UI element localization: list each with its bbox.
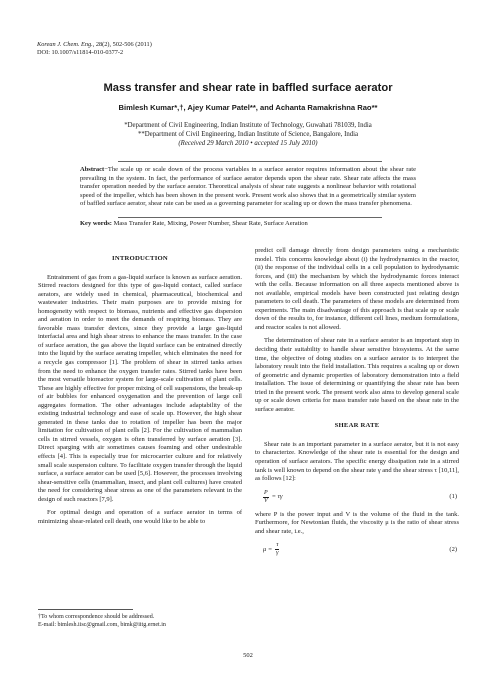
paper-title: Mass transfer and shear rate in baffled surface aerator [103, 82, 393, 94]
affiliation-2: **Department of Civil Engineering, Indian Institute of Science, Bangalore, India [137, 131, 359, 138]
intro-paragraph-1: Entrainment of gas from a gas-liquid surface is known as surface aeration. Stirred reactors designed for this type of gas-liquid contact, called surface aerators, are widely used in chemical, pharmaceutical, biochemical and wastewater industries. Their main purposes are to provide mixing for homogeneity with respect to biomass, nutrients and effective gas dispersion and aeration in order to meet the demands of respiring biomass. They are favorable mass transfer devices, since they provide a large gas-liquid interfacial area and high shear stress to enhance the mass transfer. In the case of surface aeration, the gas above the liquid surface can be entrained directly into the liquid by the surface aerating impeller, which eliminates the need for a recycle gas compressor [1]. The problem of shear in stirred tanks arises from the need to enhance the oxygen transfer rates. Stirred tanks have been the most versatile bioreactor system for large-scale cultivation of plant cells. These are highly effective for proper mixing of cell suspensions, the break-up of air bubbles for enhanced oxygenation and the prevention of large cell aggregates formation. The other advantages include adaptability of the existing industrial technology and ease of scale up. However, the high shear generated in these tanks due to rotation of impeller has been the major limitation for cultivation of plant cells [2]. For the cultivation of mammalian cells in stirred vessels, oxygen is often transferred by surface aeration [3]. Direct sparging with air sometimes causes foaming and other undesirable effects [4]. This is especially true for microcarrier culture and for relatively small scale suspension culture. To facilitate oxygen transfer through the liquid surface, a surface aerator can be used [5,6]. However, the processes involving shear-sensitive cells (mammalian, insect, and plant cell cultures) have created the need for considering shear stress as one of the parameters relevant in the design of such reactors [7,9]. [38, 273, 242, 503]
equation-2 [255, 542, 459, 557]
keywords-label: Key words: [80, 220, 112, 227]
doi: DOI: 10.1007/s11814-010-0377-2 [37, 49, 124, 56]
footnote-email: E-mail: bimlesh.iisc@gmail.com, bimk@iitg.ernet.in [38, 622, 166, 628]
affiliation-1: *Department of Civil Engineering, Indian Institute of Technology, Guwahati 781039, India [124, 122, 372, 129]
author-list: Bimlesh Kumar*,†, Ajey Kumar Patel**, and Achanta Ramakrishna Rao** [118, 103, 378, 112]
intro-paragraph-2: For optimal design and operation of a surface aerator in terms of minimizing shear-related cell death, one would like to be able to [38, 509, 242, 525]
right-column [255, 247, 459, 563]
abstract [80, 166, 416, 209]
shear-paragraph: Shear rate is an important parameter in a surface aerator, but it is not easy to characterize. Knowledge of the shear rate is essential for the design and operation of surface aerators. The specific energy dissipation rate in a stirred tank is well known to depend on the shear rate γ and the shear stress τ [10,11], as follows [12]: [255, 440, 459, 483]
abstract-text: −The scale up or scale down of the process variables in a surface aerator requires information about the shear rate prevailing in the system. In fact, the performance of surface aerator depends upon the shear rate. Shear rate affects the mass transfer operation needed by the surface aerator. Theoretical analysis of shear rate suggests a nonlinear behavior with rotational speed of the impeller, which has been shown in the present work. Present work also shows that in a geometrically similar system of baffled surface aerator, shear rate can be used as a governing parameter for scaling up or down the mass transfer phenomena. [80, 166, 416, 208]
equation-1-numerator: P [264, 489, 268, 496]
abstract-top-rule [118, 161, 382, 162]
right-paragraph-2: The determination of shear rate in a surface aerator is an important step in deciding their suitability to handle shear sensitive biosystems. At the same time, the objective of doing studies on a surface aerator is to interpret the laboratory result into the field installation. This requires a scaling up or down of geometric and dynamic properties of laboratory demonstration into a field installation. The issue of determining or quantifying the shear rate has been tried in the present work. The present work also aims to develop general scale up or scale down criteria for mass transfer rate based on the shear rate in the surface aerator. [255, 337, 459, 413]
equation-2-denominator: γ [276, 550, 279, 557]
left-column [38, 247, 242, 531]
equation-1-denominator: V [264, 497, 268, 504]
journal-citation: , 28(2), 502-506 (2011) [92, 41, 152, 48]
affiliations [0, 121, 496, 148]
equation-2-numerator: τ [276, 542, 279, 549]
equation-1-rhs: = τγ [271, 492, 283, 500]
section-heading-introduction: INTRODUCTION [112, 255, 168, 262]
footnote-correspondence: †To whom correspondence should be addressed. [38, 614, 155, 620]
footnote-rule [38, 609, 133, 610]
page-number: 502 [243, 652, 253, 659]
abstract-bottom-rule [118, 217, 382, 218]
after-eq1-paragraph: where P is the power input and V is the volume of the fluid in the tank. Furthermore, for Newtonian fluids, the viscosity μ is the ratio of shear stress and shear rate, i.e., [255, 510, 459, 535]
equation-1-fraction [263, 490, 269, 505]
footnote [38, 613, 166, 629]
equation-2-label: (2) [449, 545, 457, 553]
journal-name: Korean J. Chem. Eng. [37, 41, 93, 48]
equation-1 [255, 490, 459, 505]
keywords-text: Mass Transfer Rate, Mixing, Power Number, Shear Rate, Surface Aeration [111, 220, 308, 227]
section-heading-shear-rate: SHEAR RATE [334, 422, 380, 430]
keywords [80, 220, 416, 229]
received-dates: (Received 29 March 2010 • accepted 15 July 2010) [178, 140, 318, 147]
journal-header [37, 41, 152, 57]
equation-1-label: (1) [449, 492, 457, 500]
abstract-label: Abstract [80, 166, 105, 173]
equation-2-fraction [275, 542, 279, 557]
equation-2-lhs: μ = [263, 545, 273, 553]
right-paragraph-1: predict cell damage directly from design parameters using a mechanistic model. This concerns knowledge about (i) the hydrodynamics in the reactor, (ii) the response of the individual cells in a cell population to hydrodynamic forces, and (iii) the mechanism by which the hydrodynamic forces interact with the cells. Because information on all three aspects mentioned above is not available, empirical models have been constructed just relating design parameters to cell death. The parameters of these models are determined from experiments. The main disadvantage of this approach is that scale up or scale down of the results to, for instance, different cell lines, medium formulations, and reactor scales is not allowed. [255, 247, 459, 331]
